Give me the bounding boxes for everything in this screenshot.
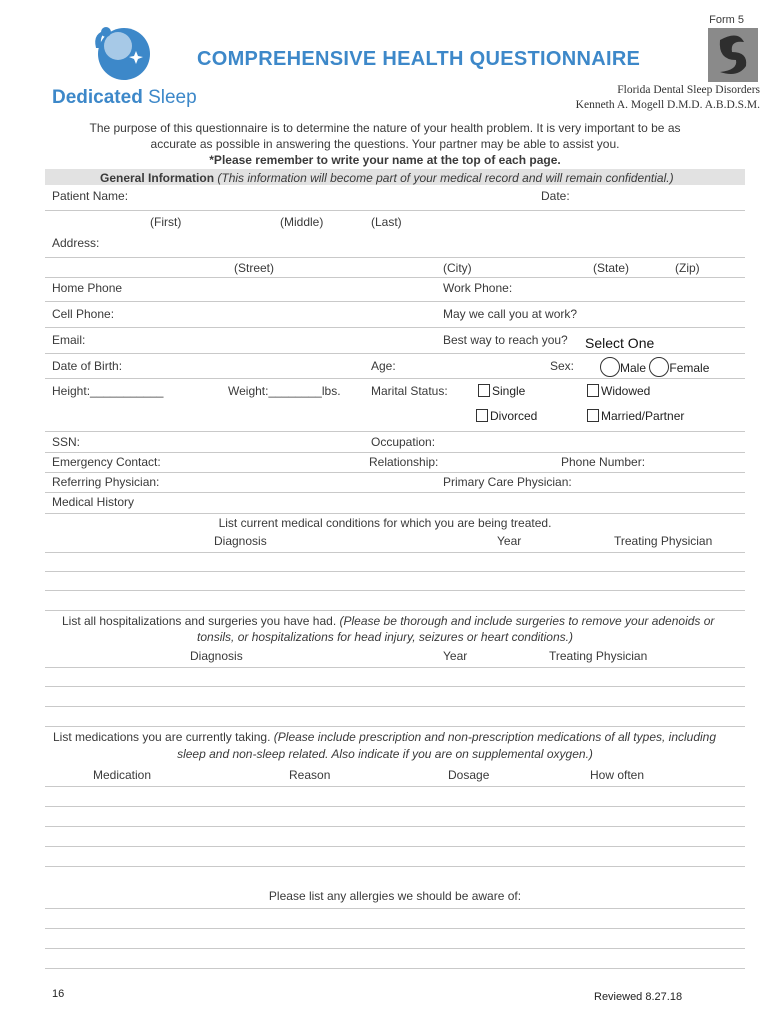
hospital-note-1: (Please be thorough and include surgeries to remove your adenoids or: [339, 614, 715, 628]
brand-name: [52, 87, 197, 109]
conditions-entry-line[interactable]: [45, 610, 745, 611]
brand-logo: [88, 22, 158, 87]
divider: [45, 513, 745, 514]
middle-name-label: (Middle): [280, 215, 324, 229]
hospital-year-col: Year: [443, 649, 468, 663]
conditions-entry-line[interactable]: [45, 552, 745, 553]
hospital-diagnosis-col: Diagnosis: [190, 649, 243, 663]
divorced-label: Divorced: [490, 409, 538, 423]
conditions-heading: List current medical conditions for which you are being treated.: [218, 516, 552, 530]
divider: [45, 431, 745, 432]
married-label: Married/Partner: [601, 409, 685, 423]
general-info-note: (This information will become part of your medical record and will remain confidential.): [217, 171, 674, 185]
conditions-diagnosis-col: Diagnosis: [214, 534, 267, 548]
single-label: Single: [492, 384, 526, 398]
referring-physician-label: Referring Physician:: [52, 475, 160, 489]
meds-note-2: sleep and non-sleep related. Also indicate if you are on supplemental oxygen.): [177, 747, 593, 761]
patient-name-line[interactable]: [45, 210, 745, 211]
first-name-label: (First): [150, 215, 182, 229]
allergies-entry-line[interactable]: [45, 968, 745, 969]
hospital-physician-col: Treating Physician: [549, 649, 648, 663]
address-line[interactable]: [45, 257, 745, 258]
male-radio[interactable]: [600, 357, 620, 377]
widowed-option[interactable]: [587, 384, 650, 398]
hospital-note-2: tonsils, or hospitalizations for head injury, seizures or heart conditions.): [197, 630, 573, 644]
female-label: Female: [669, 361, 710, 375]
divorced-checkbox[interactable]: [476, 409, 488, 422]
ssn-label: SSN:: [52, 435, 81, 449]
conditions-entry-line[interactable]: [45, 571, 745, 572]
widowed-label: Widowed: [601, 384, 651, 398]
occupation-label: Occupation:: [371, 435, 436, 449]
emergency-contact-label: Emergency Contact:: [52, 455, 161, 469]
meds-entry-line[interactable]: [45, 866, 745, 867]
city-label: (City): [443, 261, 472, 275]
call-at-work-label: May we call you at work?: [443, 307, 578, 321]
phone-number-label: Phone Number:: [561, 455, 646, 469]
meds-entry-line[interactable]: [45, 806, 745, 807]
reviewed-date: Reviewed 8.27.18: [594, 991, 683, 1003]
male-label: Male: [620, 361, 647, 375]
practice-name: Florida Dental Sleep Disorders: [617, 84, 760, 96]
dob-label: Date of Birth:: [52, 359, 123, 373]
meds-medication-col: Medication: [93, 768, 152, 782]
hospital-entry-line[interactable]: [45, 667, 745, 668]
hospital-entry-line[interactable]: [45, 726, 745, 727]
hospital-heading: [62, 614, 714, 628]
meds-dosage-col: Dosage: [448, 768, 490, 782]
female-radio[interactable]: [649, 357, 669, 377]
best-way-label: Best way to reach you?: [443, 333, 568, 347]
ssn-line[interactable]: [45, 452, 745, 453]
relationship-label: Relationship:: [369, 455, 439, 469]
single-option[interactable]: [478, 384, 525, 398]
medical-history-label: Medical History: [52, 495, 135, 509]
last-name-label: (Last): [371, 215, 402, 229]
brand-name-light: Sleep: [148, 87, 197, 108]
meds-entry-line[interactable]: [45, 786, 745, 787]
married-option[interactable]: [587, 409, 684, 423]
meds-note-1: (Please include prescription and non-prescription medications of all types, including: [273, 730, 717, 744]
form-number: Form 5: [709, 14, 744, 26]
brand-name-bold: Dedicated: [52, 87, 143, 108]
meds-reason-col: Reason: [289, 768, 331, 782]
intro-line-1: The purpose of this questionnaire is to determine the nature of your health problem. It is very important to be as: [89, 121, 681, 135]
general-info-title: General Information: [100, 171, 215, 185]
sex-options: [600, 357, 709, 377]
work-phone-label: Work Phone:: [443, 281, 513, 295]
single-checkbox[interactable]: [478, 384, 490, 397]
allergies-entry-line[interactable]: [45, 908, 745, 909]
sex-label: Sex:: [550, 359, 575, 373]
allergies-entry-line[interactable]: [45, 928, 745, 929]
hospital-heading-text: List all hospitalizations and surgeries you have had.: [62, 614, 337, 628]
meds-how-often-col: How often: [590, 768, 645, 782]
home-phone-line[interactable]: [45, 301, 745, 302]
dob-line[interactable]: [45, 378, 745, 379]
street-label: (Street): [234, 261, 275, 275]
age-label: Age:: [371, 359, 396, 373]
practice-doctor: Kenneth A. Mogell D.M.D. A.B.D.S.M.: [575, 99, 760, 111]
married-checkbox[interactable]: [587, 409, 599, 422]
meds-entry-line[interactable]: [45, 826, 745, 827]
best-way-select[interactable]: Select One: [585, 335, 655, 351]
conditions-physician-col: Treating Physician: [614, 534, 713, 548]
general-info-heading: [100, 171, 674, 185]
weight-field[interactable]: Weight:________lbs.: [228, 384, 341, 398]
page-number: 16: [52, 988, 65, 1000]
patient-name-label: Patient Name:: [52, 189, 129, 203]
practice-logo: [708, 28, 758, 85]
hospital-entry-line[interactable]: [45, 686, 745, 687]
emergency-line[interactable]: [45, 472, 745, 473]
conditions-year-col: Year: [497, 534, 522, 548]
cell-phone-line[interactable]: [45, 327, 745, 328]
date-label: Date:: [541, 189, 570, 203]
home-phone-label: Home Phone: [52, 281, 123, 295]
zip-label: (Zip): [675, 261, 700, 275]
address-label: Address:: [52, 236, 100, 250]
divorced-option[interactable]: [476, 409, 537, 423]
primary-care-label: Primary Care Physician:: [443, 475, 572, 489]
height-field[interactable]: Height:___________: [52, 384, 164, 398]
conditions-entry-line[interactable]: [45, 590, 745, 591]
allergies-heading: Please list any allergies we should be aware of:: [268, 889, 522, 903]
hospital-entry-line[interactable]: [45, 706, 745, 707]
meds-entry-line[interactable]: [45, 846, 745, 847]
intro-line-3: *Please remember to write your name at the top of each page.: [209, 153, 561, 167]
email-label: Email:: [52, 333, 86, 347]
meds-heading: [53, 730, 716, 744]
intro-line-2: accurate as possible in answering the questions. Your partner may be able to assist you.: [150, 137, 620, 151]
divider: [45, 277, 745, 278]
email-line[interactable]: [45, 353, 745, 354]
allergies-entry-line[interactable]: [45, 948, 745, 949]
widowed-checkbox[interactable]: [587, 384, 599, 397]
referring-line[interactable]: [45, 492, 745, 493]
page-title: COMPREHENSIVE HEALTH QUESTIONNAIRE: [197, 48, 641, 70]
marital-status-label: Marital Status:: [371, 384, 448, 398]
cell-phone-label: Cell Phone:: [52, 307, 115, 321]
state-label: (State): [593, 261, 630, 275]
meds-heading-text: List medications you are currently taking.: [53, 730, 271, 744]
